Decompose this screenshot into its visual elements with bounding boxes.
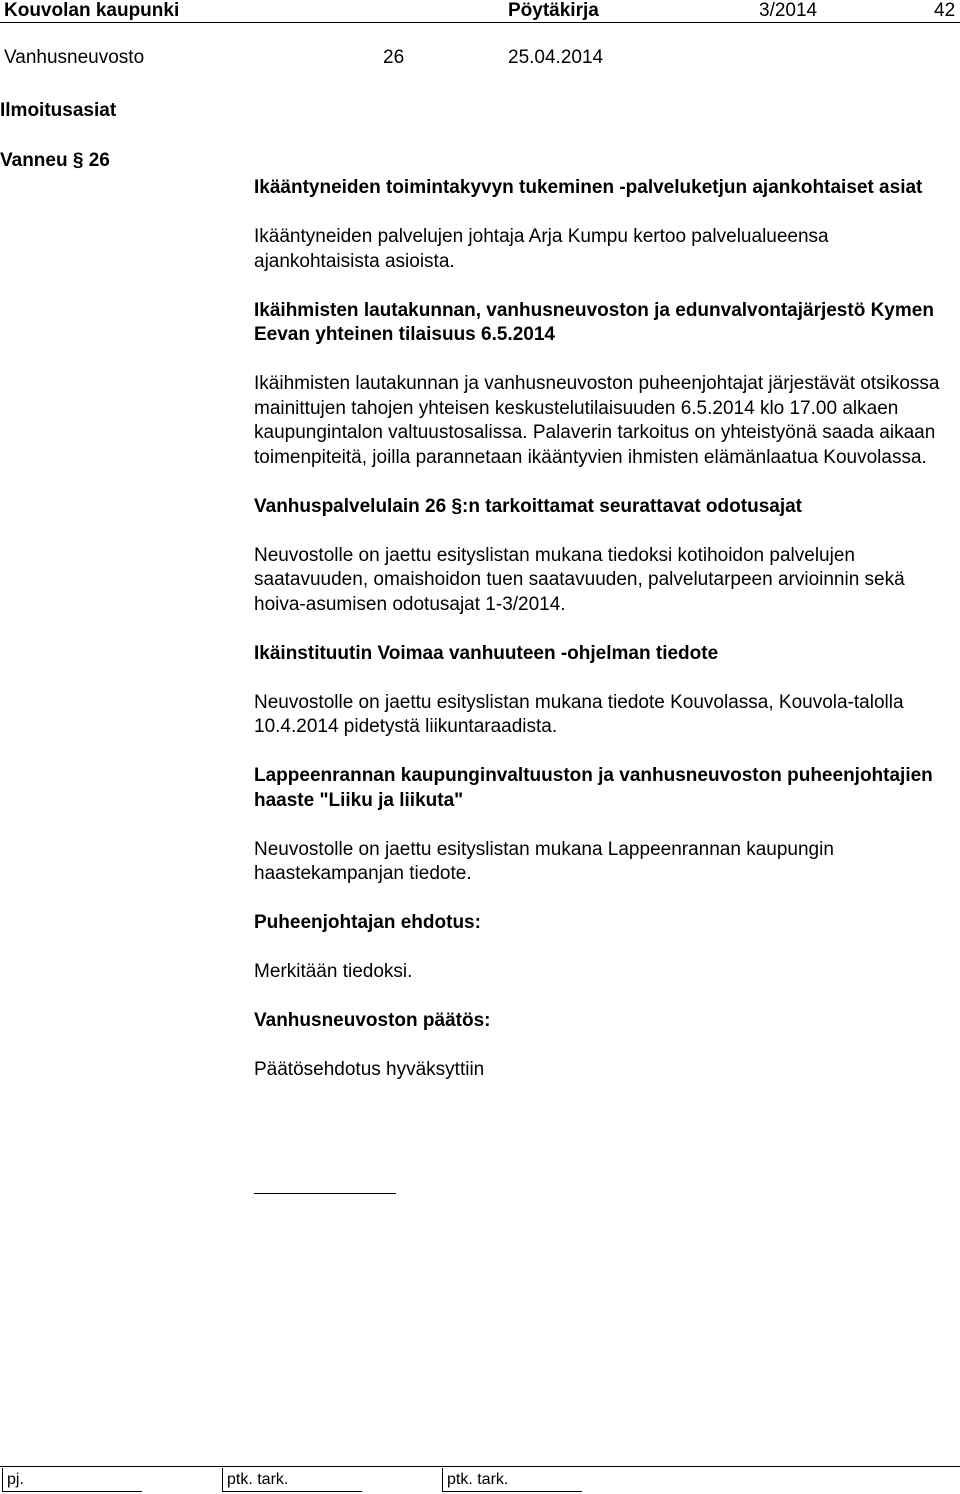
meta-body: Vanhusneuvosto xyxy=(4,47,145,68)
footer-verifier-2: ptk. tark. xyxy=(442,1468,582,1492)
proposal-text: Merkitään tiedoksi. xyxy=(254,961,413,982)
header-page-number: 42 xyxy=(934,0,956,21)
section-title: Ilmoitusasiat xyxy=(0,100,117,121)
proposal-heading: Puheenjohtajan ehdotus: xyxy=(254,912,481,933)
heading-2: Ikäihmisten lautakunnan, vanhusneuvoston ja edunvalvontajärjestö Kymen Eevan yhteinen tilaisuus 6.5.2014 xyxy=(254,299,934,345)
signature-line xyxy=(254,1193,396,1194)
decision-text: Päätösehdotus hyväksyttiin xyxy=(254,1059,485,1080)
header-organization: Kouvolan kaupunki xyxy=(4,0,180,21)
case-id: Vanneu § 26 xyxy=(0,150,110,171)
meta-date: 25.04.2014 xyxy=(508,47,604,68)
heading-4: Ikäinstituutin Voimaa vanhuuteen -ohjelman tiedote xyxy=(254,642,719,664)
footer-verifier-1: ptk. tark. xyxy=(222,1468,362,1492)
heading-3: Vanhuspalvelulain 26 §:n tarkoittamat seurattavat odotusajat xyxy=(254,495,802,517)
agenda-item-title: Ikääntyneiden toimintakyvyn tukeminen -palveluketjun ajankohtaiset asiat xyxy=(254,177,923,198)
paragraph-4: Neuvostolle on jaettu esityslistan mukana tiedote Kouvolassa, Kouvola-talolla 10.4.2014 pidetystä liikuntaraadista. xyxy=(254,691,904,737)
footer-rule xyxy=(0,1466,960,1467)
paragraph-3: Neuvostolle on jaettu esityslistan mukana tiedoksi kotihoidon palvelujen saatavuuden, omaishoidon tuen saatavuuden, palvelutarpeen arvioinnin sekä hoiva-asumisen odotusajat 1-3/2014. xyxy=(254,544,905,615)
paragraph-5: Neuvostolle on jaettu esityslistan mukana Lappeenrannan kaupungin haastekampanjan tiedote. xyxy=(254,838,834,884)
paragraph-1: Ikääntyneiden palvelujen johtaja Arja Kumpu kertoo palvelualueensa ajankohtaisista asioista. xyxy=(254,226,829,272)
meta-section-number: 26 xyxy=(383,47,405,68)
document-body xyxy=(254,176,950,1083)
heading-5: Lappeenrannan kaupunginvaltuuston ja vanhusneuvoston puheenjohtajien haaste "Liiku ja liikuta" xyxy=(254,765,933,811)
header-issue: 3/2014 xyxy=(759,0,818,21)
header-doc-type: Pöytäkirja xyxy=(508,0,599,21)
paragraph-2: Ikäihmisten lautakunnan ja vanhusneuvoston puheenjohtajat järjestävät otsikossa mainittujen tahojen yhteisen keskustelutilaisuuden 6.5.2014 klo 17.00 alkaen kaupungintalon valtuustosalissa. Palaverin tarkoitus on yhteistyönä saada aikaan toimenpiteitä, joilla parannetaan ikääntyvien ihmisten elämänlaatua Kouvolassa. xyxy=(254,373,940,468)
header-rule xyxy=(0,22,960,23)
decision-heading: Vanhusneuvoston päätös: xyxy=(254,1010,491,1031)
footer-chair-initials: pj. xyxy=(2,1468,142,1492)
